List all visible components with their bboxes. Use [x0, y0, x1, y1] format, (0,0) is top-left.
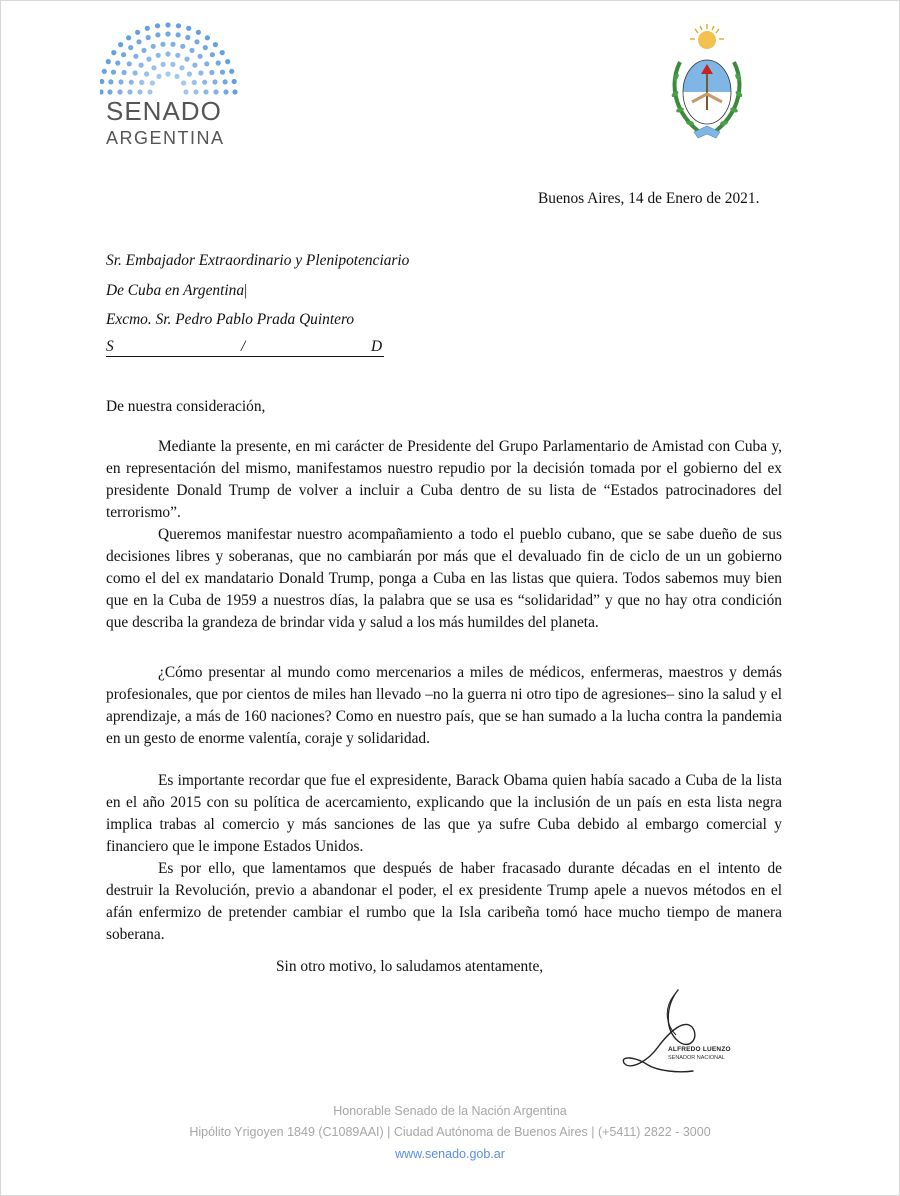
- logo-dot: [213, 42, 218, 47]
- logo-title: SENADO: [106, 96, 222, 126]
- greeting: De nuestra consideración,: [106, 398, 266, 415]
- logo-dot: [155, 23, 160, 28]
- logo-dot: [118, 42, 123, 47]
- logo-dot: [181, 80, 186, 85]
- logo-dot: [146, 57, 151, 62]
- logo-dot: [205, 35, 210, 40]
- logo-subtitle: ARGENTINA: [106, 128, 225, 148]
- logo-dot: [100, 89, 104, 94]
- logo-dot: [156, 74, 161, 79]
- signature-role: SENADOR NACIONAL: [668, 1055, 725, 1061]
- paragraph-3: ¿Cómo presentar al mundo como mercenarios a miles de médicos, enfermeras, maestros y demás profesionales, que por cientos de miles han llevado –no la guerra ni otro tipo de agresiones– sino la salud y el aprendizaje, a más de 160 naciones? Como en nuestro país, que se han sumado a la lucha contra la pandemia en un gesto de enorme valentía, coraje y solidaridad.: [106, 664, 782, 747]
- logo-dot: [165, 51, 170, 56]
- paragraph-2: Queremos manifestar nuestro acompañamiento a todo el pueblo cubano, que se sabe dueño de sus decisiones libres y soberanas, que no cambiarán por más que el devaluado fin de ciclo de un un gobierno como el del ex mandatario Donald Trump, ponga a Cuba en las listas que quiera. Todos sabemos muy bien que en la Cuba de 1959 a nuestros días, la palabra que se usa es “solidaridad” y que no hay otra condición que describa la grandeza de brindar vida y salud a los más humildes del planeta.: [106, 526, 782, 631]
- logo-dot: [180, 44, 185, 49]
- logo-dot: [232, 89, 237, 94]
- logo-dot: [210, 52, 215, 57]
- logo-dot: [175, 53, 180, 58]
- logo-dot: [192, 80, 197, 85]
- logo-dot: [194, 39, 199, 44]
- logo-dot: [220, 50, 225, 55]
- logo-dot: [150, 80, 155, 85]
- signature: [618, 985, 758, 1085]
- logo-dot: [187, 71, 192, 76]
- logo-dot: [155, 32, 160, 37]
- recipient-d: D: [371, 338, 383, 355]
- paragraph-1: Mediante la presente, en mi carácter de Presidente del Grupo Parlamentario de Amistad con Cuba y, en representación del mismo, manifestamos nuestro repudio por la decisión tomada por el gobierno del ex presidente Donald Trump de volver a incluir a Cuba dentro de su lista de “Estados patrocinadores del terrorismo”.: [106, 438, 782, 521]
- logo-dot: [198, 54, 203, 59]
- logo-dot: [118, 79, 123, 84]
- logo-dot: [136, 39, 141, 44]
- logo-dot: [160, 42, 165, 47]
- logo-dot: [174, 74, 179, 79]
- logo-dot: [185, 35, 190, 40]
- logo-dot: [147, 89, 152, 94]
- logo-dot: [107, 89, 112, 94]
- logo-dot: [176, 32, 181, 37]
- logo-dot: [115, 60, 120, 65]
- logo-dot: [111, 70, 116, 75]
- footer-institution: Honorable Senado de la Nación Argentina: [333, 1104, 567, 1118]
- logo-dot: [202, 80, 207, 85]
- logo-dot: [144, 71, 149, 76]
- recipient-underline: [106, 356, 384, 357]
- recipient-line-2-text: De Cuba en Argentina: [106, 282, 245, 299]
- logo-dot: [179, 65, 184, 70]
- logo-dot: [121, 52, 126, 57]
- recipient-s: S: [106, 338, 114, 355]
- logo-dot: [133, 54, 138, 59]
- logo-dot: [111, 50, 116, 55]
- logo-dot: [122, 70, 127, 75]
- logo-dot: [170, 62, 175, 67]
- logo-dot: [127, 61, 132, 66]
- recipient-line-1: Sr. Embajador Extraordinario y Plenipotenciario: [106, 252, 410, 269]
- logo-dot: [151, 65, 156, 70]
- logo-dot: [165, 31, 170, 36]
- logo-dot: [209, 70, 214, 75]
- logo-dot: [161, 62, 166, 67]
- logo-dot: [223, 79, 228, 84]
- logo-dot: [193, 89, 198, 94]
- coat-of-arms-icon: [666, 22, 748, 146]
- logo-dot: [176, 23, 181, 28]
- logo-dot: [203, 45, 208, 50]
- logo-dot: [129, 80, 134, 85]
- logo-dot: [108, 79, 113, 84]
- logo-dot: [184, 57, 189, 62]
- footer-address: Hipólito Yrigoyen 1849 (C1089AAI) | Ciudad Autónoma de Buenos Aires | (+5411) 2822 - 3000: [189, 1125, 711, 1139]
- signature-scribble-icon: [618, 985, 758, 1085]
- logo-dot: [151, 44, 156, 49]
- closing: Sin otro motivo, lo saludamos atentamente,: [276, 958, 544, 975]
- logo-dot: [126, 35, 131, 40]
- logo-dot: [212, 79, 217, 84]
- date-text: Buenos Aires, 14 de Enero de 2021.: [538, 190, 760, 207]
- recipient-line-3: Excmo. Sr. Pedro Pablo Prada Quintero: [106, 311, 355, 328]
- recipient-slash: /: [241, 338, 246, 355]
- logo-dot: [106, 59, 111, 64]
- logo-dot: [213, 89, 218, 94]
- logo-dot: [225, 59, 230, 64]
- logo-dot: [139, 63, 144, 68]
- logo-dot: [189, 48, 194, 53]
- sun-icon: [690, 24, 724, 49]
- logo-dot: [102, 69, 107, 74]
- paragraph-5: Es por ello, que lamentamos que después de haber fracasado durante décadas en el intento de destruir la Revolución, previo a abandonar el poder, el ex presidente Trump apele a nuevos métodos en el afán enfermizo de pretender cambiar el rumbo que la Isla caribeña tomó hace mucho tiempo de manera soberana.: [106, 860, 782, 943]
- logo-dot: [100, 79, 104, 84]
- logo-dot: [133, 70, 138, 75]
- hemicycle-dots-icon: [100, 20, 240, 96]
- logo-dot: [232, 79, 237, 84]
- logo-dot: [127, 89, 132, 94]
- footer-website-link[interactable]: www.senado.gob.ar: [395, 1147, 505, 1161]
- logo-dot: [192, 63, 197, 68]
- logo-dot: [145, 26, 150, 31]
- logo-dot: [229, 69, 234, 74]
- logo-dot: [146, 35, 151, 40]
- logo-dot: [204, 61, 209, 66]
- logo-dot: [183, 89, 188, 94]
- logo-dot: [216, 60, 221, 65]
- logo-dot: [220, 70, 225, 75]
- paragraph-4: Es importante recordar que fue el expresidente, Barack Obama quien había sacado a Cuba de la lista en el año 2015 con su política de acercamiento, explicando que la inclusión de un país en esta lista negra implica trabas al comercio y más sanciones de las que ya sufre Cuba debido al embargo comercial y financiero que le impone Estados Unidos.: [106, 772, 782, 855]
- logo-dot: [139, 80, 144, 85]
- signature-name: ALFREDO LUENZO: [668, 1046, 731, 1053]
- logo-dot: [203, 89, 208, 94]
- recipient-line-2: De Cuba en Argentina|: [106, 282, 248, 299]
- logo-dot: [198, 70, 203, 75]
- logo-dot: [223, 89, 228, 94]
- senado-logo: [100, 20, 240, 160]
- logo-dot: [141, 48, 146, 53]
- logo-dot: [196, 30, 201, 35]
- date-line: [538, 188, 759, 210]
- logo-dot: [137, 89, 142, 94]
- logo-dot: [135, 30, 140, 35]
- logo-dot: [165, 22, 170, 27]
- logo-dot: [186, 26, 191, 31]
- logo-dot: [156, 53, 161, 58]
- logo-dot: [128, 45, 133, 50]
- logo-dot: [170, 42, 175, 47]
- logo-dot: [117, 89, 122, 94]
- logo-dot: [165, 71, 170, 76]
